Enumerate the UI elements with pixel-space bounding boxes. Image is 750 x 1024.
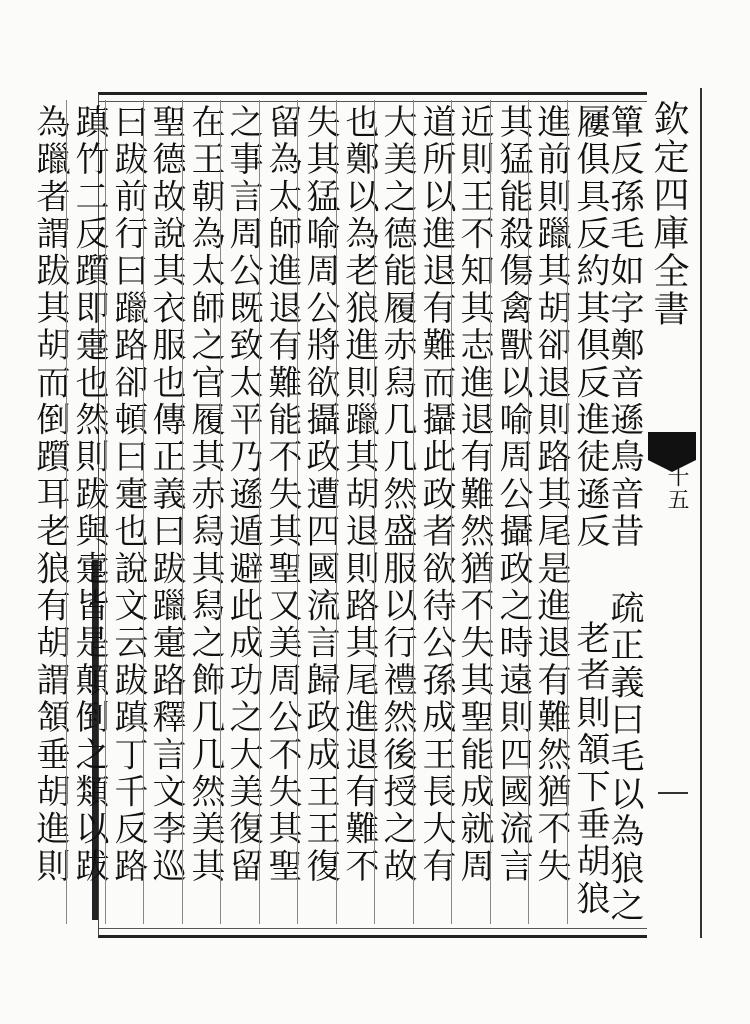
column-rule (143, 100, 144, 924)
column-rule (567, 100, 568, 924)
column-rule (259, 100, 260, 924)
margin-edge-line (700, 88, 702, 938)
text-column-16: 曰跋前行曰躐路卻頓曰疐也說文云跋蹎丁千反路 (108, 104, 148, 886)
text-column-13: 之事言周公既致太平乃遜遁避此成功之大美復留 (223, 104, 263, 886)
text-column-3: 疏正義曰毛以為狼之 (604, 590, 644, 925)
text-column-7: 近則王不知其志進退有難然猶不失其聖能成就周 (454, 104, 494, 886)
text-column-10: 也鄭以為老狼進則躐其胡退則路其尾進退有難不 (339, 104, 379, 886)
column-rule (66, 100, 67, 924)
text-column-12: 留為太師進退有難能不失其聖又美周公不失其聖 (262, 104, 302, 886)
border-inner-bottom-line (99, 928, 647, 929)
text-column-2: 屨俱具反約其俱反進徒遜反 (570, 104, 610, 551)
column-rule (451, 100, 452, 924)
column-rule (336, 100, 337, 924)
text-column-1: 簞反孫毛如字鄭音遜鳥音昔 (604, 104, 644, 551)
text-column-17: 蹎竹二反躓即疐也然則跋與疐皆是顛倒之類以跋 (69, 104, 109, 886)
volume-label: 卷十五 (664, 442, 689, 511)
text-column-8: 道所以進退有難而攝此政者欲待公孫成王長大有 (416, 104, 456, 886)
text-column-4: 老者則頷下垂胡狼 (570, 620, 610, 918)
column-rule (413, 100, 414, 924)
column-rule (105, 100, 106, 924)
column-rule (490, 100, 491, 924)
column-rule (182, 100, 183, 924)
text-column-18: 為躐者謂跋其胡而倒躓耳老狼有胡謂頷垂胡進則 (30, 104, 70, 886)
column-rule (220, 100, 221, 924)
text-column-5: 進前則躐其胡卻退則路其尾是進退有難然猶不失 (531, 104, 571, 886)
text-column-6: 其猛能殺傷禽獸以喻周公攝政之時遠則四國流言 (493, 104, 533, 886)
text-column-11: 失其猛喻周公將欲攝政遭四國流言歸政成王王復 (300, 104, 340, 886)
column-rule (528, 100, 529, 924)
column-rule (374, 100, 375, 924)
margin-tick-mark (658, 792, 688, 794)
column-rule (297, 100, 298, 924)
text-column-9: 大美之德能履赤舄几几然盛服以行禮然後授之故 (377, 104, 417, 886)
book-title: 欽定四庫全書 (648, 100, 689, 328)
text-column-14: 在王朝為太師之官履其赤舄其舄之飾几几然美其 (185, 104, 225, 886)
text-column-15: 聖德故說其衣服也傳正義曰跋躐疐路釋言文李巡 (146, 104, 186, 886)
page-margin-heading (648, 92, 696, 932)
